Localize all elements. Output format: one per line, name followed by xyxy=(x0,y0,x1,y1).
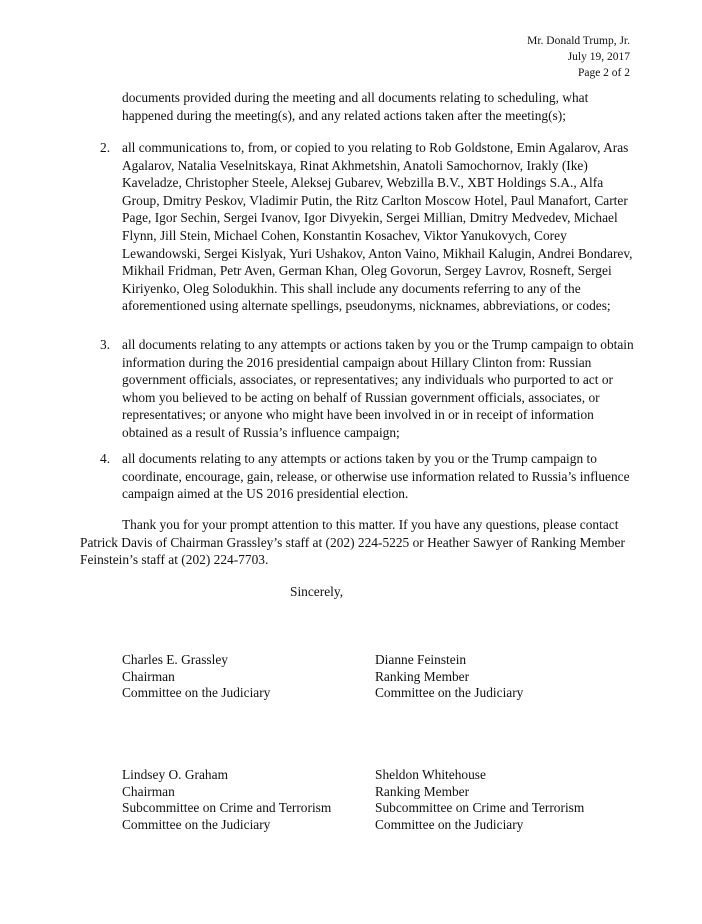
signature-block xyxy=(375,767,584,833)
list-text: all documents relating to any attempts or actions taken by you or the Trump campaign to obtain information during the 2016 presidential campaign about Hillary Clinton from: Russian government officials, associates, or representatives; any individuals who purported to act or whom you believed to be acting on behalf of Russian government officials, associates, or representatives; or anyone who might have been involved in or in receipt of information obtained as a result of Russia’s influence campaign; xyxy=(122,337,634,440)
signatory-name: Lindsey O. Graham xyxy=(122,767,228,782)
signatory-name: Charles E. Grassley xyxy=(122,652,228,667)
signatory-title: Chairman xyxy=(122,783,175,799)
signatory-committee: Committee on the Judiciary xyxy=(122,816,271,832)
signatory-name: Sheldon Whitehouse xyxy=(375,767,486,782)
signatory-title: Ranking Member xyxy=(375,783,470,799)
list-text: all communications to, from, or copied to you relating to Rob Goldstone, Emin Agalarov, Aras Agalarov, Natalia Veselnitskaya, Rinat Akhmetshin, Anatoli Samochornov, Irakly (Ike) Kaveladze, Christopher Steele, Aleksej Gubarev, Webzilla B.V., XBT Holdings S.A., Alfa Group, Dmitry Peskov, Vladimir Putin, the Ritz Carlton Moscow Hotel, Paul Manafort, Carter Page, Igor Sechin, Sergei Ivanov, Igor Divyekin, Sergei Millian, Dmitry Medvedev, Michael Flynn, Jill Stein, Michael Cohen, Konstantin Kosachev, Viktor Yanukovych, Corey Lewandowski, Sergei Kislyak, Yuri Ushakov, Anton Vaino, Mikhail Kalugin, Andrei Bondarev, Mikhail Fridman, Petr Aven, German Khan, Oleg Govorun, Sergey Lavrov, Rosneft, Sergei Kiriyenko, Oleg Solodukhin. This shall include any documents referring to any of the aforementioned using alternate spellings, pseudonyms, nicknames, abbreviations, or codes; xyxy=(122,140,633,314)
continued-paragraph: documents provided during the meeting and all documents relating to scheduling, what happened during the meeting(s), and any related actions taken after the meeting(s); xyxy=(122,90,589,123)
signatory-committee: Committee on the Judiciary xyxy=(122,685,271,700)
signatory-committee: Committee on the Judiciary xyxy=(375,816,524,832)
date-line: July 19, 2017 xyxy=(567,51,630,63)
list-text: all documents relating to any attempts or actions taken by you or the Trump campaign to coordinate, encourage, gain, release, or otherwise use information related to Russia’s influence campaign aimed at the US 2016 presidential election. xyxy=(122,451,630,502)
page-number: Page 2 of 2 xyxy=(577,67,630,79)
signatory-name: Dianne Feinstein xyxy=(375,652,467,667)
signature-block xyxy=(122,652,270,702)
signature-block xyxy=(375,652,523,702)
signatory-committee: Committee on the Judiciary xyxy=(375,685,524,700)
list-number: 3. xyxy=(100,337,111,352)
signatory-title: Ranking Member xyxy=(375,668,470,684)
recipient-line: Mr. Donald Trump, Jr. xyxy=(527,35,630,47)
letter-header xyxy=(527,33,630,81)
signatory-title: Chairman xyxy=(122,668,175,684)
list-number: 2. xyxy=(100,140,111,155)
list-number: 4. xyxy=(100,451,111,466)
closing-paragraph: Thank you for your prompt attention to this matter. If you have any questions, please contact Patrick Davis of Chairman Grassley’s staff at (202) 224-5225 or Heather Sawyer of Ranking Member Feinstein’s staff at (202) 224-7703. xyxy=(80,517,625,568)
signatory-subcommittee: Subcommittee on Crime and Terrorism xyxy=(122,800,332,815)
signature-block xyxy=(122,767,331,833)
sign-off: Sincerely, xyxy=(290,584,344,599)
signatory-subcommittee: Subcommittee on Crime and Terrorism xyxy=(375,800,585,815)
